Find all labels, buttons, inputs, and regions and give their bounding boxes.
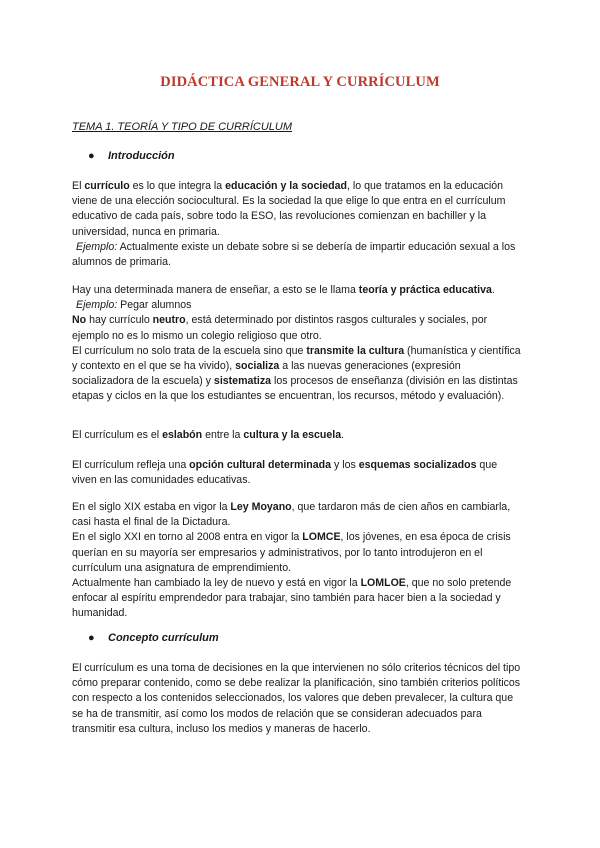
paragraph-4: El currículum refleja una opción cultural determinada y los esquemas socializados que viven en las comunidades educativas. [72,459,498,487]
paragraph-3: El currículum es el eslabón entre la cultura y la escuela. [72,429,345,441]
section-subtitle: TEMA 1. TEORÍA Y TIPO DE CURRÍCULUM [72,121,293,133]
bullet-icon: ● [88,150,95,162]
bullet-label: Introducción [108,150,175,162]
paragraph-2: Hay una determinada manera de enseñar, a esto se le llama teoría y práctica educativa. Ejemplo: Pegar alumnos No hay currículo neutro, está determinado por distintos rasgos culturales y sociales, por ejemplo no es lo mismo un colegio religioso que otro. El currículum no solo trata de la escuela sino que transmite la cultura (humanística y científica y contexto en el que se ha vivido), socializa a las nuevas generaciones (expresión socializadora de la escuela) y sistematiza los procesos de enseñanza (división en las distintas etapas y ciclos en la que los estudiantes se encuentran, los recursos, método y evaluación). [72,284,521,403]
example-label: Ejemplo: [76,240,118,253]
bullet-label: Concepto currículum [108,632,219,644]
document-title: DIDÁCTICA GENERAL Y CURRÍCULUM [160,74,440,90]
bullet-concepto-curriculum [88,632,219,644]
example-label: Ejemplo: [76,299,118,312]
paragraph-1: El currículo es lo que integra la educación y la sociedad, lo que tratamos en la educación viene de una elección sociocultural. Es la sociedad la que elige lo que entra en el currículum educativo de cada país, sobre todo la ESO, las revoluciones comienzan en bachiller y la universidad, nunca en primaria. Ejemplo: Actualmente existe un debate sobre si se debería de impartir educación sexual a los alumnos de primaria. [72,180,516,269]
bullet-introduccion [88,150,175,162]
paragraph-6: El currículum es una toma de decisiones en la que intervienen no sólo criterios técnicos del tipo cómo preparar contenido, como se debe realizar la planificación, sino también criterios políticos con respecto a los contenidos seleccionados, los valores que deben prevalecer, la cultura que se ha de transmitir, así como los modos de relación que se consideran adecuados para transmitir esa cultura, incluso los medios y maneras de hacerlo. [72,662,521,735]
paragraph-5: En el siglo XIX estaba en vigor la Ley Moyano, que tardaron más de cien años en cambiarla, casi hasta el final de la Dictadura. En el siglo XXI en torno al 2008 entra en vigor la LOMCE, los jóvenes, en esa época de crisis querían en su mayoría ser empresarios y administrativos, por lo tanto introdujeron en el currículum una asignatura de emprendimiento. Actualmente han cambiado la ley de nuevo y está en vigor la LOMLOE, que no solo pretende enfocar al espíritu emprendedor para trabajar, sino también para hacer bien a la sociedad y humanidad. [72,501,512,620]
bullet-icon: ● [88,632,95,644]
